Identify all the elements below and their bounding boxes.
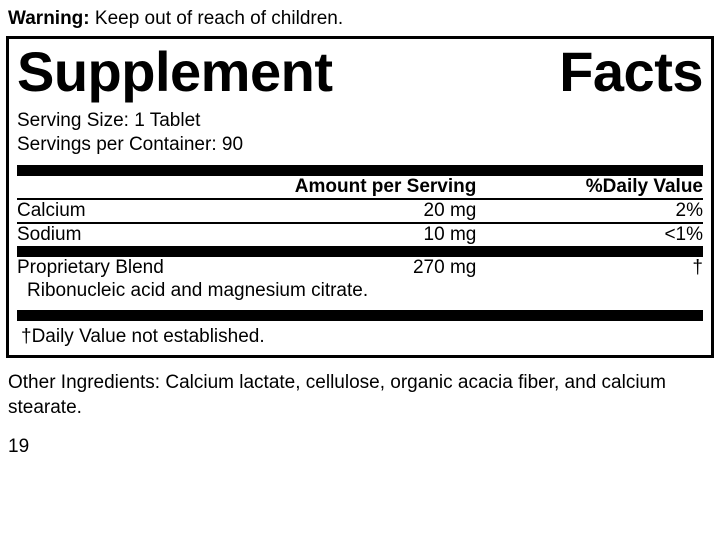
nutrient-amount: 10 mg (423, 224, 477, 245)
proprietary-blend-table (17, 257, 703, 279)
header-amount-per-serving: Amount per Serving (294, 176, 477, 197)
header-name (17, 176, 291, 198)
nutrients-table-2 (17, 224, 703, 246)
rule-thick-top (17, 165, 703, 176)
serving-size: Serving Size: 1 Tablet (17, 110, 201, 131)
blend-ingredients: Ribonucleic acid and magnesium citrate. (27, 280, 369, 301)
daily-value-footnote: †Daily Value not established. (21, 326, 265, 347)
blend-name: Proprietary Blend (17, 257, 164, 278)
panel-title-supplement: Supplement (17, 40, 333, 103)
warning-line (0, 0, 720, 36)
nutrient-name: Calcium (17, 200, 86, 221)
facts-table (17, 176, 703, 198)
serving-info (17, 109, 703, 157)
blend-daily-value: † (692, 257, 703, 278)
panel-title-facts: Facts (559, 40, 703, 103)
facts-header-row (17, 176, 703, 198)
other-ingredients: Other Ingredients: Calcium lactate, cellulose, organic acacia fiber, and calcium stearate. (8, 372, 666, 418)
header-daily-value: %Daily Value (585, 176, 703, 197)
rule-thick-above-blend (17, 246, 703, 257)
blend-amount: 270 mg (412, 257, 477, 278)
nutrient-amount: 20 mg (423, 200, 477, 221)
nutrient-name: Sodium (17, 224, 82, 245)
supplement-facts-panel (6, 36, 714, 358)
table-row (17, 200, 703, 222)
panel-title (17, 41, 703, 103)
servings-per-container: Servings per Container: 90 (17, 134, 244, 155)
table-row (17, 257, 703, 279)
nutrient-daily-value: <1% (664, 224, 703, 245)
nutrient-daily-value: 2% (675, 200, 703, 221)
rule-thick-bottom (17, 310, 703, 321)
page-number: 19 (8, 436, 30, 457)
nutrients-table (17, 200, 703, 222)
warning-text: Keep out of reach of children. (89, 8, 344, 29)
warning-label: Warning: (8, 8, 90, 29)
table-row (17, 224, 703, 246)
